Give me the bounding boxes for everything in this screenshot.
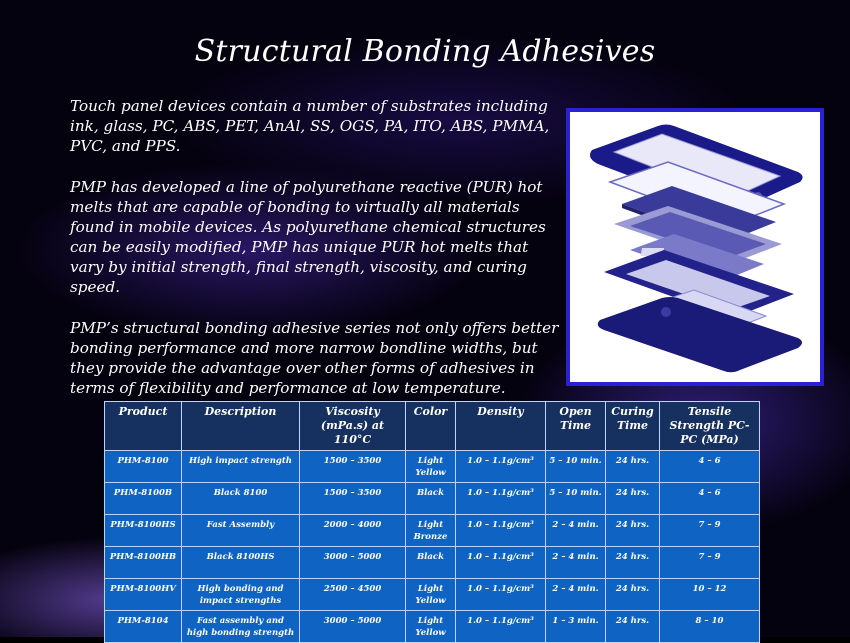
cell-open-time: 5 – 10 min. xyxy=(546,451,606,483)
cell-open-time: 2 – 4 min. xyxy=(546,579,606,611)
cell-viscosity: 2500 – 4500 xyxy=(300,579,406,611)
cell-open-time: 2 – 4 min. xyxy=(546,515,606,547)
cell-curing-time: 24 hrs. xyxy=(606,515,660,547)
cell-curing-time: 24 hrs. xyxy=(606,579,660,611)
cell-description: Fast assembly and high bonding strength xyxy=(182,611,300,643)
cell-product: PHM-8104 xyxy=(105,611,182,643)
header-tensile-strength: Tensile Strength PC-PC (MPa) xyxy=(660,402,760,451)
cell-viscosity: 1500 – 3500 xyxy=(300,483,406,515)
cell-open-time: 2 – 4 min. xyxy=(546,547,606,579)
cell-product: PHM-8100HS xyxy=(105,515,182,547)
header-color: Color xyxy=(406,402,456,451)
cell-density: 1.0 – 1.1g/cm³ xyxy=(456,611,546,643)
cell-description: High bonding and impact strengths xyxy=(182,579,300,611)
cell-viscosity: 2000 – 4000 xyxy=(300,515,406,547)
cell-description: Black 8100HS xyxy=(182,547,300,579)
cell-density: 1.0 – 1.1g/cm³ xyxy=(456,547,546,579)
cell-color: Light Yellow xyxy=(406,611,456,643)
cell-density: 1.0 – 1.1g/cm³ xyxy=(456,579,546,611)
cell-curing-time: 24 hrs. xyxy=(606,611,660,643)
cell-curing-time: 24 hrs. xyxy=(606,451,660,483)
cell-open-time: 5 – 10 min. xyxy=(546,483,606,515)
cell-curing-time: 24 hrs. xyxy=(606,483,660,515)
cell-open-time: 1 – 3 min. xyxy=(546,611,606,643)
cell-color: Light Yellow xyxy=(406,451,456,483)
cell-curing-time: 24 hrs. xyxy=(606,547,660,579)
table-row xyxy=(105,547,760,579)
cell-color: Light Yellow xyxy=(406,579,456,611)
paragraph-advantages: PMP’s structural bonding adhesive series not only offers better bonding performance and more narrow bondline widths, but they provide the advantage over other forms of adhesives in terms of flexibility and performance at low temperature. xyxy=(70,319,559,397)
cell-viscosity: 1500 – 3500 xyxy=(300,451,406,483)
cell-product: PHM-8100HV xyxy=(105,579,182,611)
cell-color: Black xyxy=(406,483,456,515)
cell-density: 1.0 – 1.1g/cm³ xyxy=(456,515,546,547)
table-row xyxy=(105,483,760,515)
cell-description: Fast Assembly xyxy=(182,515,300,547)
cell-density: 1.0 – 1.1g/cm³ xyxy=(456,451,546,483)
adhesive-spec-table xyxy=(104,401,760,643)
cell-tensile-strength: 7 – 9 xyxy=(660,515,760,547)
body-text xyxy=(70,96,560,419)
paragraph-substrates: Touch panel devices contain a number of substrates including ink, glass, PC, ABS, PET, AnAl, SS, OGS, PA, ITO, ABS, PMMA, PVC, and PPS. xyxy=(70,97,550,155)
header-curing-time: Curing Time xyxy=(606,402,660,451)
exploded-phone-illustration xyxy=(570,112,820,382)
exploded-phone-image xyxy=(566,108,824,386)
cell-tensile-strength: 8 – 10 xyxy=(660,611,760,643)
cell-tensile-strength: 4 – 6 xyxy=(660,483,760,515)
cell-density: 1.0 – 1.1g/cm³ xyxy=(456,483,546,515)
slide-title: Structural Bonding Adhesives xyxy=(194,34,656,69)
cell-color: Black xyxy=(406,547,456,579)
header-density: Density xyxy=(456,402,546,451)
cell-product: PHM-8100HB xyxy=(105,547,182,579)
table-row xyxy=(105,451,760,483)
paragraph-pur-hot-melts: PMP has developed a line of polyurethane reactive (PUR) hot melts that are capable of bonding to virtually all materials found in mobile devices. As polyurethane chemical structures can be easily modified, PMP has unique PUR hot melts that vary by initial strength, final strength, viscosity, and curing speed. xyxy=(70,178,546,296)
header-product: Product xyxy=(105,402,182,451)
table-row xyxy=(105,579,760,611)
cell-tensile-strength: 4 – 6 xyxy=(660,451,760,483)
cell-tensile-strength: 10 – 12 xyxy=(660,579,760,611)
cell-viscosity: 3000 – 5000 xyxy=(300,611,406,643)
cell-color: Light Bronze xyxy=(406,515,456,547)
header-description: Description xyxy=(182,402,300,451)
cell-tensile-strength: 7 – 9 xyxy=(660,547,760,579)
header-viscosity: Viscosity (mPa.s) at 110°C xyxy=(300,402,406,451)
cell-description: Black 8100 xyxy=(182,483,300,515)
cell-viscosity: 3000 – 5000 xyxy=(300,547,406,579)
table-row xyxy=(105,515,760,547)
table-row xyxy=(105,611,760,643)
cell-product: PHM-8100B xyxy=(105,483,182,515)
header-open-time: Open Time xyxy=(546,402,606,451)
cell-description: High impact strength xyxy=(182,451,300,483)
table-header-row xyxy=(105,402,760,451)
cell-product: PHM-8100 xyxy=(105,451,182,483)
